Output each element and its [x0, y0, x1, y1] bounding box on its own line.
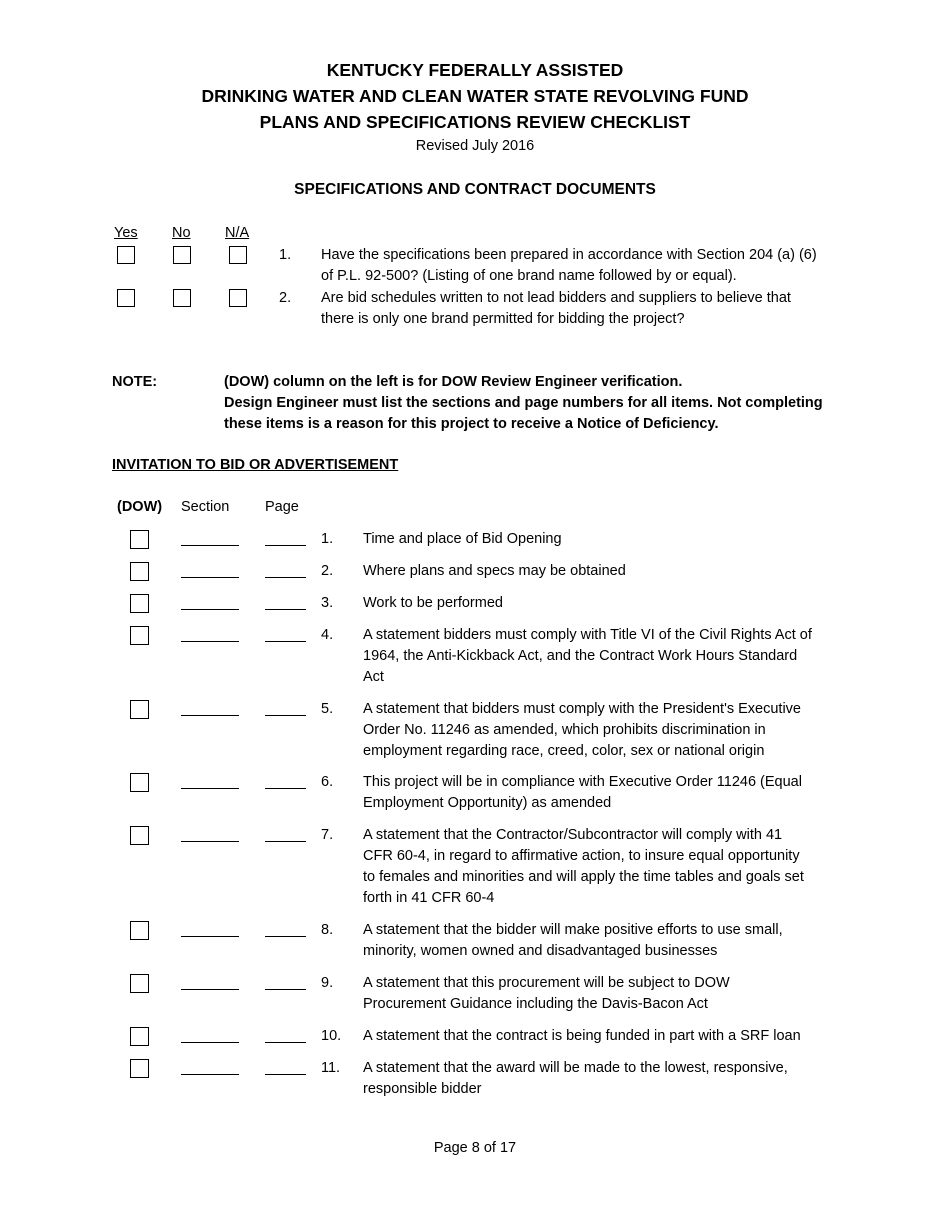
section-blank[interactable]	[181, 641, 239, 642]
col-no-header: No	[172, 225, 191, 241]
item-text-line: responsible bidder	[363, 1081, 482, 1097]
q2-number: 2.	[279, 290, 292, 306]
page-number: Page 8 of 17	[433, 1140, 517, 1156]
item-text-line: CFR 60-4, in regard to affirmative action, to insure equal opportunity	[363, 848, 800, 864]
col-page-header: Page	[265, 499, 299, 515]
item-text-line: A statement that the award will be made to the lowest, responsive,	[363, 1060, 788, 1076]
item-number: 3.	[321, 595, 334, 611]
dow-checkbox[interactable]	[130, 594, 149, 613]
dow-checkbox[interactable]	[130, 773, 149, 792]
dow-checkbox[interactable]	[130, 1027, 149, 1046]
revised-date: Revised July 2016	[415, 138, 535, 154]
item-text-line: Work to be performed	[363, 595, 503, 611]
dow-checkbox[interactable]	[130, 700, 149, 719]
q1-yes-checkbox[interactable]	[117, 246, 135, 264]
dow-checkbox[interactable]	[130, 921, 149, 940]
section-blank[interactable]	[181, 609, 239, 610]
dow-checkbox[interactable]	[130, 826, 149, 845]
section-blank[interactable]	[181, 989, 239, 990]
item-text-line: A statement bidders must comply with Title VI of the Civil Rights Act of	[363, 627, 812, 643]
page-blank[interactable]	[265, 545, 306, 546]
page-blank[interactable]	[265, 1074, 306, 1075]
item-text-line: This project will be in compliance with Executive Order 11246 (Equal	[363, 774, 802, 790]
q1-na-checkbox[interactable]	[229, 246, 247, 264]
note-line2: Design Engineer must list the sections and page numbers for all items. Not completing	[224, 395, 823, 411]
q2-yes-checkbox[interactable]	[117, 289, 135, 307]
q2-na-checkbox[interactable]	[229, 289, 247, 307]
page-blank[interactable]	[265, 715, 306, 716]
item-number: 5.	[321, 701, 334, 717]
item-text-line: forth in 41 CFR 60-4	[363, 890, 495, 906]
section-blank[interactable]	[181, 715, 239, 716]
page-blank[interactable]	[265, 577, 306, 578]
item-number: 8.	[321, 922, 334, 938]
invitation-title: INVITATION TO BID OR ADVERTISEMENT	[112, 457, 399, 473]
page-blank[interactable]	[265, 788, 306, 789]
page-blank[interactable]	[265, 641, 306, 642]
item-text-line: Where plans and specs may be obtained	[363, 563, 626, 579]
page-blank[interactable]	[265, 1042, 306, 1043]
section-blank[interactable]	[181, 788, 239, 789]
q1-text-line1: Have the specifications been prepared in accordance with Section 204 (a) (6)	[321, 247, 817, 263]
item-number: 1.	[321, 531, 334, 547]
item-number: 4.	[321, 627, 334, 643]
page-blank[interactable]	[265, 609, 306, 610]
item-text-line: A statement that the Contractor/Subcontractor will comply with 41	[363, 827, 783, 843]
note-line3: these items is a reason for this project to receive a Notice of Deficiency.	[224, 416, 719, 432]
section-title: SPECIFICATIONS AND CONTRACT DOCUMENTS	[294, 181, 656, 198]
section-blank[interactable]	[181, 1074, 239, 1075]
q1-number: 1.	[279, 247, 292, 263]
col-na-header: N/A	[225, 225, 250, 241]
page-blank[interactable]	[265, 989, 306, 990]
item-number: 10.	[321, 1028, 342, 1044]
item-text-line: to females and minorities and will apply the time tables and goals set	[363, 869, 804, 885]
col-dow-header: (DOW)	[117, 499, 163, 515]
item-text-line: Time and place of Bid Opening	[363, 531, 562, 547]
item-number: 9.	[321, 975, 334, 991]
doc-title-line2: DRINKING WATER AND CLEAN WATER STATE REVOLVING FUND	[201, 86, 749, 106]
item-text-line: Order No. 11246 as amended, which prohibits discrimination in	[363, 722, 766, 738]
q2-text-line1: Are bid schedules written to not lead bidders and suppliers to believe that	[321, 290, 791, 306]
col-yes-header: Yes	[114, 225, 138, 241]
section-blank[interactable]	[181, 841, 239, 842]
item-text-line: A statement that the contract is being funded in part with a SRF loan	[363, 1028, 801, 1044]
item-text-line: A statement that bidders must comply with the President's Executive	[363, 701, 801, 717]
note-line1: (DOW) column on the left is for DOW Review Engineer verification.	[224, 374, 683, 390]
dow-checkbox[interactable]	[130, 626, 149, 645]
item-text-line: A statement that this procurement will be subject to DOW	[363, 975, 730, 991]
q1-text-line2: of P.L. 92-500? (Listing of one brand name followed by or equal).	[321, 268, 737, 284]
section-blank[interactable]	[181, 577, 239, 578]
item-text-line: A statement that the bidder will make positive efforts to use small,	[363, 922, 783, 938]
section-blank[interactable]	[181, 936, 239, 937]
page-blank[interactable]	[265, 936, 306, 937]
dow-checkbox[interactable]	[130, 974, 149, 993]
dow-checkbox[interactable]	[130, 562, 149, 581]
section-blank[interactable]	[181, 545, 239, 546]
item-number: 6.	[321, 774, 334, 790]
q1-no-checkbox[interactable]	[173, 246, 191, 264]
item-number: 11.	[321, 1060, 341, 1076]
page-blank[interactable]	[265, 841, 306, 842]
section-blank[interactable]	[181, 1042, 239, 1043]
dow-checkbox[interactable]	[130, 1059, 149, 1078]
item-text-line: Act	[363, 669, 384, 685]
q2-text-line2: there is only one brand permitted for bidding the project?	[321, 311, 685, 327]
item-text-line: employment regarding race, creed, color, sex or national origin	[363, 743, 765, 759]
col-section-header: Section	[181, 499, 230, 515]
item-text-line: 1964, the Anti-Kickback Act, and the Contract Work Hours Standard	[363, 648, 798, 664]
item-number: 2.	[321, 563, 334, 579]
item-text-line: Employment Opportunity) as amended	[363, 795, 612, 811]
note-label: NOTE:	[112, 374, 158, 390]
doc-title-line3: PLANS AND SPECIFICATIONS REVIEW CHECKLIST	[259, 112, 691, 132]
item-number: 7.	[321, 827, 334, 843]
dow-checkbox[interactable]	[130, 530, 149, 549]
q2-no-checkbox[interactable]	[173, 289, 191, 307]
item-text-line: minority, women owned and disadvantaged businesses	[363, 943, 718, 959]
doc-title-line1: KENTUCKY FEDERALLY ASSISTED	[326, 60, 624, 80]
item-text-line: Procurement Guidance including the Davis-Bacon Act	[363, 996, 708, 1012]
